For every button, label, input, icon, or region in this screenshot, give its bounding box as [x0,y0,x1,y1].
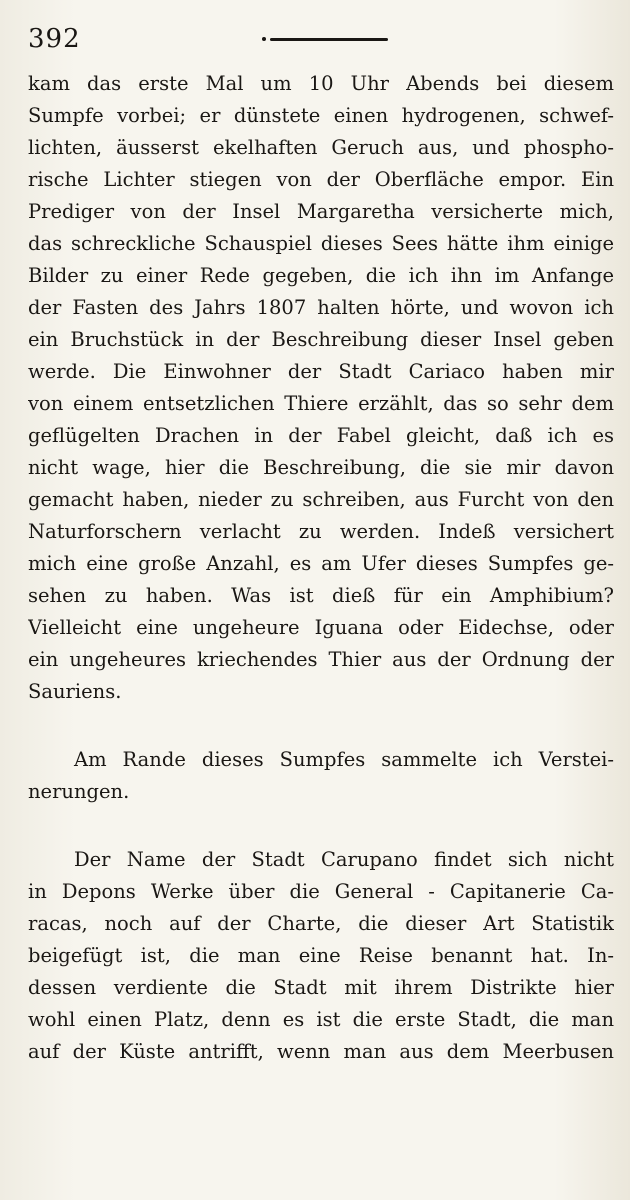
header-ornament-dot [262,37,266,41]
text-line: auf der Küste antrifft, wenn man aus dem Meerbusen [28,1040,614,1063]
paragraph-gap [28,708,614,744]
text-line: Vielleicht eine ungeheure Iguana oder Eidechse, oder [28,616,614,639]
text-line: werde. Die Einwohner der Stadt Cariaco haben mir [28,360,614,383]
paragraph-2 [28,744,614,808]
text-line: wohl einen Platz, denn es ist die erste Stadt, die man [28,1008,614,1031]
text-line: rische Lichter stiegen von der Oberfläche empor. Ein [28,168,614,191]
text-line: racas, noch auf der Charte, die dieser Art Statistik [28,912,614,935]
text-line: beigefügt ist, die man eine Reise benannt hat. In- [28,944,614,967]
text-line: gemacht haben, nieder zu schreiben, aus Furcht von den [28,488,614,511]
text-line: geflügelten Drachen in der Fabel gleicht, daß ich es [28,424,614,447]
text-line: Am Rande dieses Sumpfes sammelte ich Verstei- [74,748,614,771]
text-line: ein Bruchstück in der Beschreibung dieser Insel geben [28,328,614,351]
text-line: ein ungeheures kriechendes Thier aus der Ordnung der [28,648,614,671]
page-number: 392 [28,24,81,54]
text-line: mich eine große Anzahl, es am Ufer dieses Sumpfes ge- [28,552,614,575]
paragraph-3 [28,844,614,1068]
paragraph-1 [28,68,614,708]
text-line: Sumpfe vorbei; er dünstete einen hydrogenen, schwef- [28,104,614,127]
text-line: der Fasten des Jahrs 1807 halten hörte, und wovon ich [28,296,614,319]
paragraph-gap [28,808,614,844]
header-rule [270,38,388,41]
text-line: dessen verdiente die Stadt mit ihrem Distrikte hier [28,976,614,999]
text-line: nerungen. [28,780,130,803]
text-line: nicht wage, hier die Beschreibung, die sie mir davon [28,456,614,479]
text-line: lichten, äusserst ekelhaften Geruch aus, und phospho- [28,136,614,159]
text-line: sehen zu haben. Was ist dieß für ein Amphibium? [28,584,614,607]
text-line: kam das erste Mal um 10 Uhr Abends bei diesem [28,72,614,95]
text-line: Sauriens. [28,680,122,703]
text-line: in Depons Werke über die General - Capitanerie Ca- [28,880,614,903]
text-line: das schreckliche Schauspiel dieses Sees hätte ihm einige [28,232,614,255]
text-line: Der Name der Stadt Carupano findet sich nicht [74,848,614,871]
text-line: von einem entsetzlichen Thiere erzählt, das so sehr dem [28,392,614,415]
body-text [28,68,614,1068]
text-line: Prediger von der Insel Margaretha versicherte mich, [28,200,614,223]
text-line: Bilder zu einer Rede gegeben, die ich ihn im Anfange [28,264,614,287]
text-line: Naturforschern verlacht zu werden. Indeß versichert [28,520,614,543]
